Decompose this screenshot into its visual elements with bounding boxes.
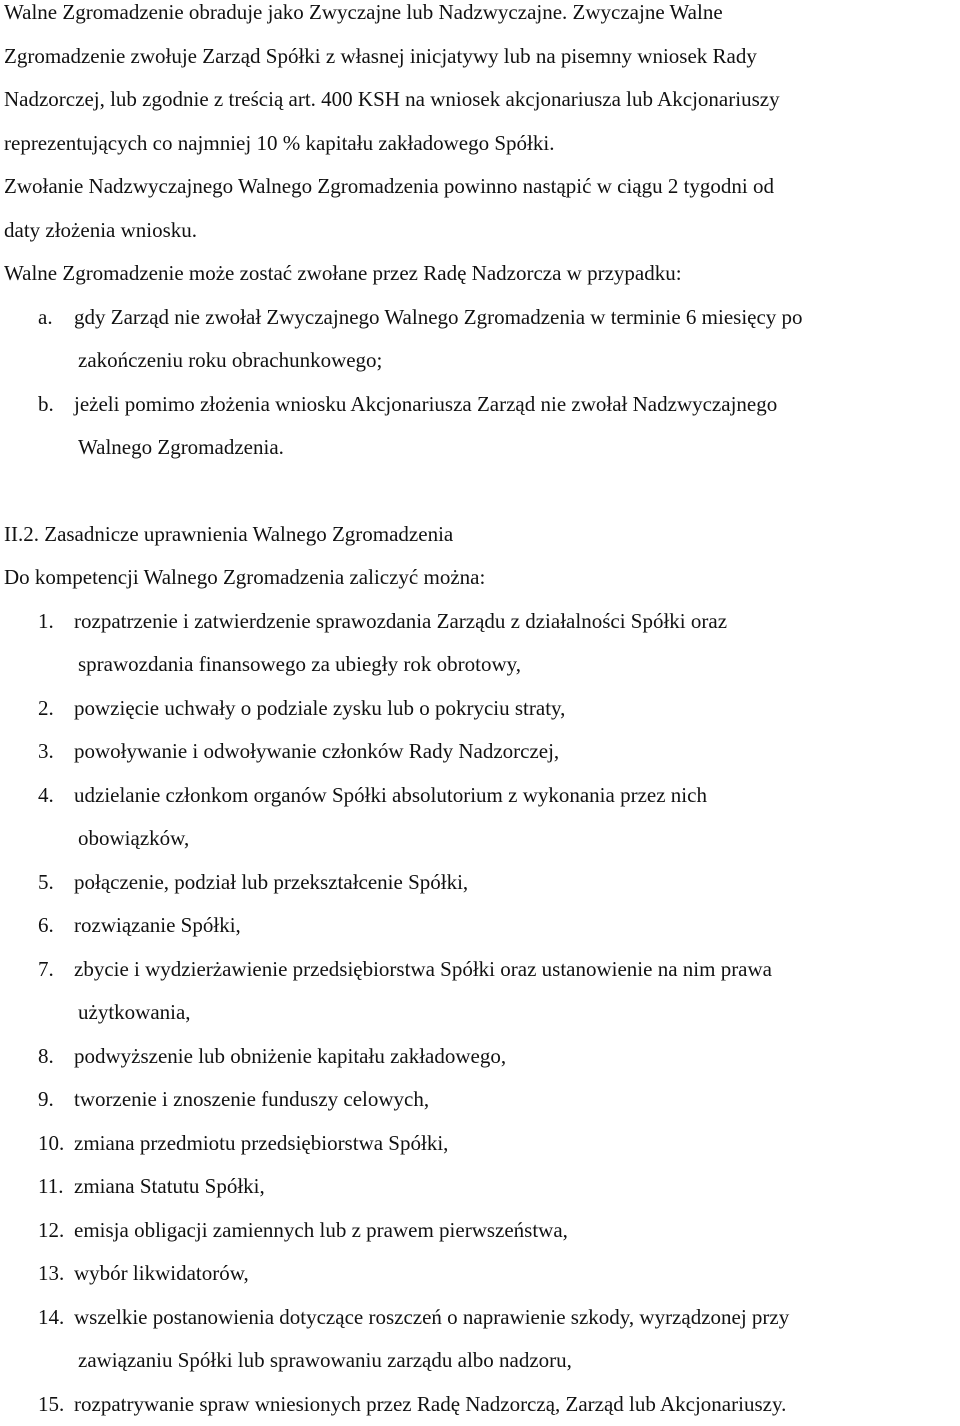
list-marker: 6.: [0, 904, 74, 948]
list-marker: 5.: [0, 861, 74, 905]
list-item: [0, 774, 960, 861]
text-line: Zgromadzenie zwołuje Zarząd Spółki z własnej inicjatywy lub na pisemny wniosek Rady: [0, 35, 960, 79]
list-item: [0, 1122, 960, 1166]
list-item-text: [74, 1296, 960, 1383]
list-item-text: [74, 948, 960, 1035]
text-line: tworzenie i znoszenie funduszy celowych,: [74, 1078, 960, 1122]
list-marker: b.: [0, 383, 74, 427]
list-item-text: [74, 687, 960, 731]
text-line: Walne Zgromadzenie może zostać zwołane przez Radę Nadzorcza w przypadku:: [0, 252, 960, 296]
list-item: [0, 948, 960, 1035]
list-item-text: [74, 1209, 960, 1253]
list-marker: 1.: [0, 600, 74, 644]
text-line: zbycie i wydzierżawienie przedsiębiorstwa Spółki oraz ustanowienie na nim prawa: [74, 948, 960, 992]
text-line: jeżeli pomimo złożenia wniosku Akcjonariusza Zarząd nie zwołał Nadzwyczajnego: [74, 383, 960, 427]
list-item: [0, 1296, 960, 1383]
text-line: Walnego Zgromadzenia.: [78, 426, 960, 470]
text-line: powoływanie i odwoływanie członków Rady Nadzorczej,: [74, 730, 960, 774]
text-line: powzięcie uchwały o podziale zysku lub o pokryciu straty,: [74, 687, 960, 731]
list-marker: 13.: [0, 1252, 74, 1296]
list-item: [0, 1209, 960, 1253]
text-line: zmiana Statutu Spółki,: [74, 1165, 960, 1209]
section-lead: Do kompetencji Walnego Zgromadzenia zaliczyć można:: [0, 556, 960, 600]
text-line: rozpatrywanie spraw wniesionych przez Radę Nadzorczą, Zarząd lub Akcjonariuszy.: [74, 1383, 960, 1426]
list-marker: 8.: [0, 1035, 74, 1079]
text-line: zmiana przedmiotu przedsiębiorstwa Spółki,: [74, 1122, 960, 1166]
list-marker: 15.: [0, 1383, 74, 1426]
text-line: połączenie, podział lub przekształcenie Spółki,: [74, 861, 960, 905]
list-item: [0, 687, 960, 731]
list-item-text: [74, 730, 960, 774]
list-marker: 2.: [0, 687, 74, 731]
list-marker: 4.: [0, 774, 74, 818]
list-item-text: [74, 383, 960, 470]
text-line: emisja obligacji zamiennych lub z prawem pierwszeństwa,: [74, 1209, 960, 1253]
text-line: użytkowania,: [78, 991, 960, 1035]
text-line: rozwiązanie Spółki,: [74, 904, 960, 948]
text-line: Nadzorczej, lub zgodnie z treścią art. 400 KSH na wniosek akcjonariusza lub Akcjonariuszy: [0, 78, 960, 122]
list-item-text: [74, 296, 960, 383]
text-line: Walne Zgromadzenie obraduje jako Zwyczajne lub Nadzwyczajne. Zwyczajne Walne: [0, 0, 960, 35]
list-item: [0, 1383, 960, 1426]
list-item-text: [74, 774, 960, 861]
list-item-text: [74, 1035, 960, 1079]
list-item-text: [74, 904, 960, 948]
list-item-text: [74, 1122, 960, 1166]
list-marker: 12.: [0, 1209, 74, 1253]
list-item-text: [74, 1252, 960, 1296]
numbered-list: [0, 600, 960, 1426]
list-item: [0, 1165, 960, 1209]
list-item: [0, 600, 960, 687]
text-line: daty złożenia wniosku.: [0, 209, 960, 253]
text-line: sprawozdania finansowego za ubiegły rok obrotowy,: [78, 643, 960, 687]
list-marker: 10.: [0, 1122, 74, 1166]
blank-line: [0, 470, 960, 513]
list-item-text: [74, 861, 960, 905]
list-item: [0, 1078, 960, 1122]
list-marker: 7.: [0, 948, 74, 992]
text-line: rozpatrzenie i zatwierdzenie sprawozdania Zarządu z działalności Spółki oraz: [74, 600, 960, 644]
list-item: [0, 904, 960, 948]
text-line: podwyższenie lub obniżenie kapitału zakładowego,: [74, 1035, 960, 1079]
list-item: [0, 1252, 960, 1296]
text-line: Zwołanie Nadzwyczajnego Walnego Zgromadzenia powinno nastąpić w ciągu 2 tygodni od: [0, 165, 960, 209]
text-line: wybór likwidatorów,: [74, 1252, 960, 1296]
list-marker: 3.: [0, 730, 74, 774]
text-line: udzielanie członkom organów Spółki absolutorium z wykonania przez nich: [74, 774, 960, 818]
list-item: [0, 861, 960, 905]
intro-paragraph: [0, 0, 960, 296]
list-item-text: [74, 1383, 960, 1426]
list-item: [0, 296, 960, 383]
text-line: zakończeniu roku obrachunkowego;: [78, 339, 960, 383]
text-line: reprezentujących co najmniej 10 % kapitału zakładowego Spółki.: [0, 122, 960, 166]
list-item: [0, 1035, 960, 1079]
text-line: wszelkie postanowienia dotyczące roszczeń o naprawienie szkody, wyrządzonej przy: [74, 1296, 960, 1340]
list-item: [0, 383, 960, 470]
list-marker: 9.: [0, 1078, 74, 1122]
list-marker: a.: [0, 296, 74, 340]
text-line: obowiązków,: [78, 817, 960, 861]
text-line: gdy Zarząd nie zwołał Zwyczajnego Walnego Zgromadzenia w terminie 6 miesięcy po: [74, 296, 960, 340]
alpha-list: [0, 296, 960, 470]
list-item-text: [74, 600, 960, 687]
text-line: zawiązaniu Spółki lub sprawowaniu zarządu albo nadzoru,: [78, 1339, 960, 1383]
section-heading: II.2. Zasadnicze uprawnienia Walnego Zgromadzenia: [0, 513, 960, 557]
list-item-text: [74, 1078, 960, 1122]
list-marker: 14.: [0, 1296, 74, 1340]
list-item-text: [74, 1165, 960, 1209]
list-marker: 11.: [0, 1165, 74, 1209]
list-item: [0, 730, 960, 774]
